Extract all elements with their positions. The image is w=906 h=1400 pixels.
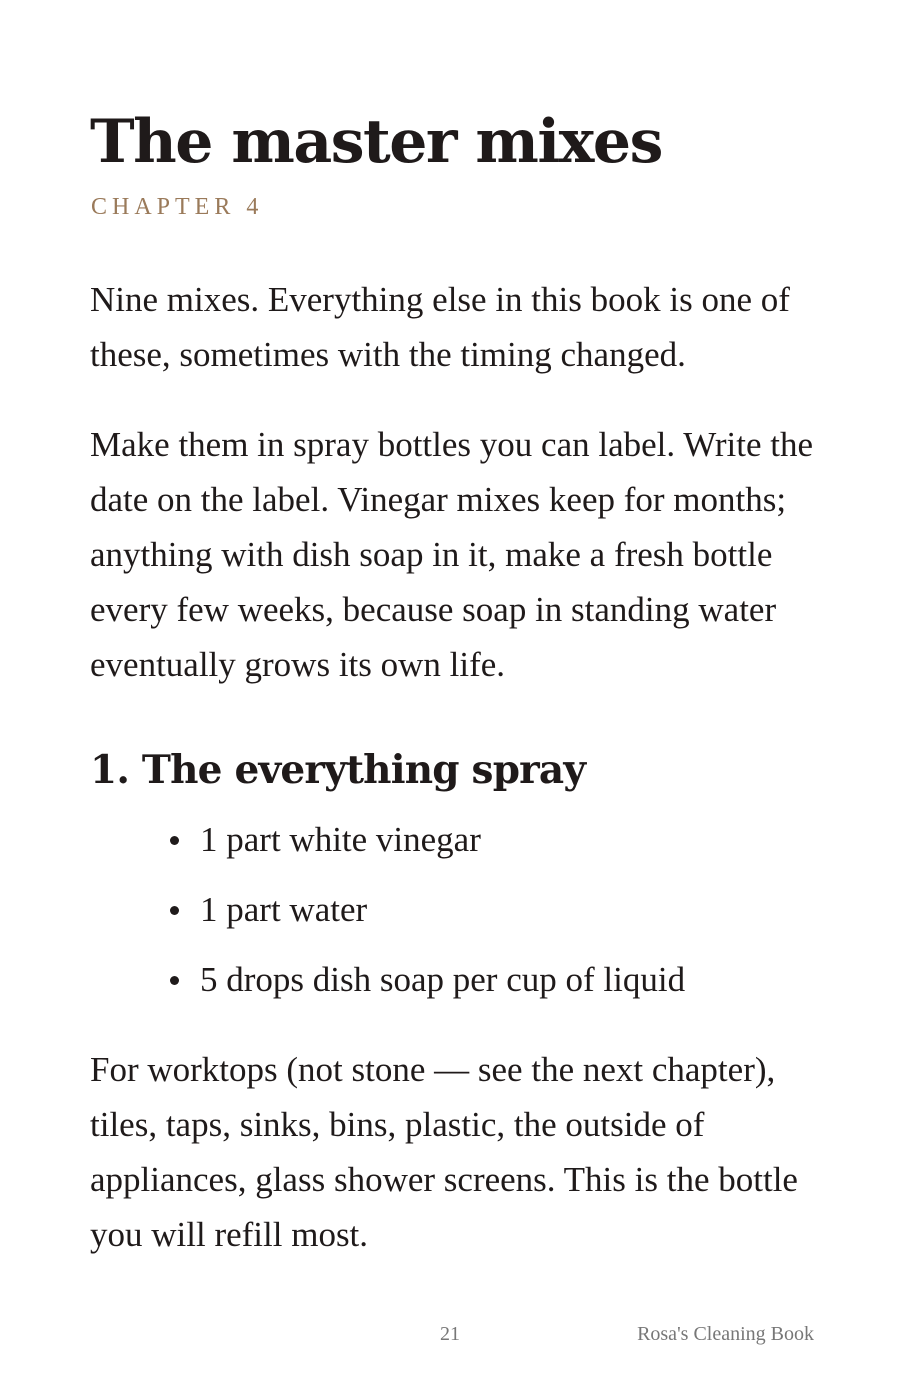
- ingredient-text: 1 part water: [200, 890, 368, 929]
- chapter-title: The master mixes: [90, 107, 662, 177]
- bullet-icon: [170, 976, 179, 985]
- ingredient-text: 1 part white vinegar: [200, 820, 481, 859]
- chapter-label: CHAPTER 4: [91, 194, 264, 220]
- page-number: 21: [440, 1323, 460, 1345]
- running-footer-title: Rosa's Cleaning Book: [637, 1323, 814, 1345]
- section-description: For worktops (not stone — see the next chapter), tiles, taps, sinks, bins, plastic, the outside of appliances, glass shower screens. This is the bottle you will refill most.: [90, 1050, 798, 1254]
- list-item: [90, 952, 685, 1022]
- book-page: [90, 0, 830, 1400]
- intro-paragraph-1: Nine mixes. Everything else in this book is one of these, sometimes with the timing changed.: [90, 280, 790, 374]
- ingredient-text: 5 drops dish soap per cup of liquid: [200, 960, 686, 999]
- section-heading: 1. The everything spray: [90, 747, 586, 793]
- list-item: [90, 882, 685, 952]
- list-item: [90, 812, 685, 882]
- bullet-icon: [170, 906, 179, 915]
- intro-paragraph-2: Make them in spray bottles you can label. Write the date on the label. Vinegar mixes keep for months; anything with dish soap in it, make a fresh bottle every few weeks, because soap in standing water eventually grows its own life.: [90, 425, 814, 684]
- bullet-icon: [170, 836, 179, 845]
- ingredient-list: [90, 812, 685, 1022]
